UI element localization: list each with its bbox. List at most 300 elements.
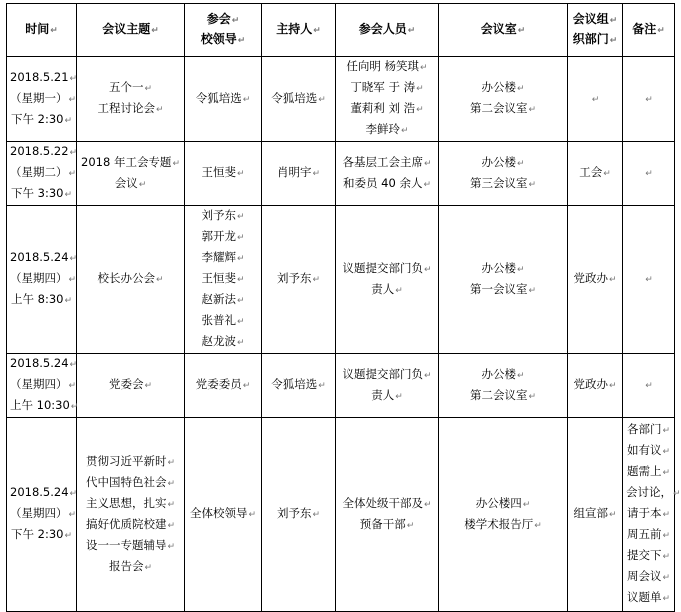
cell-dept [568, 142, 623, 206]
paragraph-mark-icon: ↵ [662, 573, 671, 583]
cell-line [188, 504, 258, 525]
cell-text: 报告会 [108, 558, 144, 573]
paragraph-mark-icon: ↵ [69, 489, 78, 499]
paragraph-mark-icon: ↵ [68, 275, 77, 285]
cell-time [7, 354, 77, 418]
cell-line [188, 206, 258, 227]
cell-text: （星期二） [10, 165, 68, 179]
cell-line [265, 269, 332, 290]
cell-line [339, 365, 435, 386]
cell-line [339, 99, 435, 120]
paragraph-mark-icon: ↵ [64, 190, 73, 200]
cell-line [339, 494, 435, 515]
paragraph-mark-icon: ↵ [416, 84, 424, 94]
paragraph-mark-icon: ↵ [423, 499, 432, 510]
paragraph-mark-icon: ↵ [406, 520, 415, 531]
cell-line [339, 174, 435, 195]
cell-time [7, 142, 77, 206]
cell-text: 赵龙波 [201, 334, 236, 348]
paragraph-mark-icon: ↵ [312, 510, 321, 520]
cell-text: 会议组 [572, 12, 609, 26]
cell-line [80, 269, 181, 290]
cell-line [188, 332, 258, 353]
cell-text: 题需上 [626, 464, 662, 478]
cell-text: 2018.5.22 [10, 144, 69, 158]
header-note [623, 4, 675, 57]
cell-line [80, 536, 181, 557]
paragraph-mark-icon: ↵ [528, 391, 537, 402]
paragraph-mark-icon: ↵ [167, 520, 176, 531]
paragraph-mark-icon: ↵ [68, 381, 77, 391]
cell-text: 楼学术报告厅 [464, 516, 534, 531]
paragraph-mark-icon: ↵ [645, 381, 653, 391]
cell-text: 会议 [114, 175, 138, 190]
paragraph-mark-icon: ↵ [312, 275, 321, 285]
cell-text: 郭开龙 [201, 229, 236, 243]
cell-line [265, 375, 332, 396]
cell-host [262, 57, 336, 142]
cell-text: 李耀辉 [201, 250, 236, 264]
cell-line [80, 174, 181, 195]
cell-topic [77, 206, 185, 354]
cell-text: 2018.5.24 [10, 250, 69, 264]
schedule-body [7, 57, 681, 612]
cell-text: 全体处级干部及 [342, 495, 423, 510]
cell-line [571, 504, 619, 525]
cell-line [188, 311, 258, 332]
table-row [7, 206, 675, 354]
cell-line [10, 142, 78, 163]
paragraph-mark-icon: ↵ [416, 105, 424, 115]
cell-dept [568, 57, 623, 142]
cell-host [262, 418, 336, 612]
cell-line [626, 20, 671, 40]
paragraph-mark-icon: ↵ [423, 264, 432, 275]
cell-text: 责人 [371, 387, 395, 402]
cell-line [80, 494, 181, 515]
paragraph-mark-icon: ↵ [516, 370, 525, 381]
paragraph-mark-icon: ↵ [608, 275, 617, 285]
cell-line [626, 462, 671, 483]
cell-text: 董莉利 刘 浩 [350, 101, 416, 115]
cell-line [80, 515, 181, 536]
paragraph-mark-icon: ↵ [591, 94, 600, 105]
paragraph-mark-icon: ↵ [662, 447, 671, 457]
cell-line [188, 375, 258, 396]
cell-text: 下午 2:30 [10, 111, 64, 126]
paragraph-mark-icon: ↵ [242, 381, 251, 391]
cell-line [339, 515, 435, 536]
paragraph-mark-icon: ↵ [167, 457, 176, 468]
cell-text: 赵新法 [201, 292, 236, 306]
cell-topic [77, 354, 185, 418]
cell-line [10, 290, 73, 311]
cell-text: 责人 [371, 281, 395, 296]
cell-dept [568, 206, 623, 354]
cell-line [188, 227, 258, 248]
cell-text: 预备干部 [359, 516, 406, 531]
paragraph-mark-icon: ↵ [395, 391, 403, 402]
cell-line [339, 57, 435, 78]
cell-line [571, 30, 619, 50]
cell-line [265, 20, 332, 40]
paragraph-mark-icon: ↵ [138, 179, 147, 190]
cell-line [571, 10, 619, 30]
paragraph-mark-icon: ↵ [64, 296, 73, 306]
cell-line [188, 248, 258, 269]
cell-text: 时间 [25, 22, 50, 36]
cell-host [262, 142, 336, 206]
cell-text: 全体校领导 [189, 506, 248, 520]
cell-line [442, 20, 564, 40]
cell-text: 2018.5.21 [10, 69, 69, 84]
paragraph-mark-icon: ↵ [236, 275, 245, 285]
header-time [7, 4, 77, 57]
cell-line [188, 163, 258, 184]
paragraph-mark-icon: ↵ [167, 541, 176, 552]
cell-text: 党政办 [573, 271, 608, 285]
paragraph-mark-icon: ↵ [318, 381, 326, 391]
header-leader [185, 4, 262, 57]
cell-leader [185, 57, 262, 142]
cell-leader [185, 354, 262, 418]
cell-line [571, 269, 619, 290]
cell-text: 工会 [579, 165, 603, 179]
cell-line [626, 163, 671, 184]
cell-text: 提交下 [626, 548, 662, 562]
header-topic [77, 4, 185, 57]
cell-text: 请于本 [626, 506, 662, 520]
cell-leader [185, 142, 262, 206]
cell-text: 织部门 [572, 32, 609, 46]
paragraph-mark-icon: ↵ [673, 489, 681, 499]
paragraph-mark-icon: ↵ [645, 169, 653, 179]
cell-text: 如有议 [626, 443, 662, 457]
cell-text: 2018.5.24 [10, 356, 69, 370]
meeting-schedule-table [6, 3, 681, 612]
paragraph-mark-icon: ↵ [70, 402, 79, 412]
cell-line [188, 269, 258, 290]
cell-text: 张普礼 [201, 313, 236, 327]
cell-text: （星期一） [10, 90, 68, 105]
cell-note [623, 206, 675, 354]
cell-text: 令狐培选 [195, 90, 242, 105]
paragraph-mark-icon: ↵ [516, 264, 525, 275]
cell-line [571, 89, 619, 110]
cell-text: 任向明 杨笑琪 [346, 59, 420, 73]
paragraph-mark-icon: ↵ [662, 594, 671, 604]
cell-line [626, 420, 671, 441]
paragraph-mark-icon: ↵ [407, 26, 416, 36]
header-row [7, 4, 675, 57]
cell-text: 上午 10:30 [10, 398, 70, 412]
cell-text: 办公楼 [481, 260, 516, 275]
cell-text: 办公楼四 [475, 495, 522, 510]
cell-line [10, 184, 73, 205]
cell-text: 各基层工会主席 [342, 154, 423, 169]
cell-text: 2018.5.24 [10, 485, 69, 499]
cell-text: 主义思想，扎实 [85, 495, 167, 510]
paragraph-mark-icon: ↵ [69, 254, 78, 264]
cell-text: 议题提交部门负 [342, 260, 423, 275]
cell-room [439, 142, 568, 206]
cell-line [10, 504, 77, 525]
paragraph-mark-icon: ↵ [662, 531, 671, 541]
cell-text: （星期四） [10, 506, 68, 520]
cell-room [439, 354, 568, 418]
cell-line [80, 78, 181, 99]
cell-dept [568, 418, 623, 612]
cell-attendees [336, 418, 439, 612]
cell-line [10, 248, 78, 269]
cell-line [80, 452, 181, 473]
paragraph-mark-icon: ↵ [236, 169, 245, 179]
paragraph-mark-icon: ↵ [528, 179, 537, 190]
paragraph-mark-icon: ↵ [603, 169, 611, 179]
cell-line [442, 78, 564, 99]
cell-line [571, 375, 619, 396]
cell-text: 议题提交部门负 [342, 366, 423, 381]
paragraph-mark-icon: ↵ [662, 468, 671, 478]
cell-text: 会讨论， [626, 485, 672, 499]
cell-text: 和委员 40 余人 [343, 175, 423, 190]
cell-text: 党委会 [108, 377, 144, 391]
paragraph-mark-icon: ↵ [155, 105, 164, 115]
cell-line [442, 280, 564, 301]
paragraph-mark-icon: ↵ [522, 499, 531, 510]
cell-topic [77, 418, 185, 612]
paragraph-mark-icon: ↵ [517, 26, 526, 36]
cell-topic [77, 142, 185, 206]
paragraph-mark-icon: ↵ [68, 169, 77, 179]
cell-line [188, 89, 258, 110]
cell-note [623, 57, 675, 142]
paragraph-mark-icon: ↵ [645, 94, 653, 105]
cell-line [80, 473, 181, 494]
paragraph-mark-icon: ↵ [50, 26, 58, 36]
cell-text: 第二会议室 [469, 101, 528, 115]
paragraph-mark-icon: ↵ [609, 16, 618, 26]
cell-text: 组宣部 [573, 506, 608, 520]
cell-line [339, 280, 435, 301]
paragraph-mark-icon: ↵ [236, 233, 245, 243]
paragraph-mark-icon: ↵ [312, 169, 321, 179]
paragraph-mark-icon: ↵ [236, 254, 245, 264]
cell-line [442, 494, 564, 515]
cell-line [442, 259, 564, 280]
cell-line [626, 567, 671, 588]
paragraph-mark-icon: ↵ [64, 115, 73, 126]
cell-line [626, 375, 671, 396]
cell-line [10, 483, 78, 504]
cell-line [339, 120, 435, 141]
paragraph-mark-icon: ↵ [395, 285, 403, 296]
cell-line [626, 546, 671, 567]
paragraph-mark-icon: ↵ [528, 105, 537, 115]
paragraph-mark-icon: ↵ [516, 84, 525, 94]
cell-line [626, 525, 671, 546]
paragraph-mark-icon: ↵ [144, 84, 153, 94]
cell-line [10, 375, 77, 396]
cell-line [265, 89, 332, 110]
paragraph-mark-icon: ↵ [236, 296, 245, 306]
cell-text: 参会人员 [358, 22, 407, 36]
cell-time [7, 418, 77, 612]
cell-line [442, 386, 564, 407]
cell-text: 令狐培选 [271, 377, 318, 391]
cell-line [339, 78, 435, 99]
paragraph-mark-icon: ↵ [662, 510, 671, 520]
paragraph-mark-icon: ↵ [237, 36, 246, 46]
paragraph-mark-icon: ↵ [64, 531, 73, 541]
cell-text: 贯彻习近平新时 [85, 453, 167, 468]
cell-text: 各部门 [626, 422, 662, 436]
paragraph-mark-icon: ↵ [151, 26, 159, 36]
paragraph-mark-icon: ↵ [662, 552, 671, 562]
paragraph-mark-icon: ↵ [242, 94, 251, 105]
cell-line [626, 269, 671, 290]
cell-text: 上午 8:30 [10, 292, 64, 306]
cell-attendees [336, 354, 439, 418]
paragraph-mark-icon: ↵ [516, 158, 525, 169]
cell-line [10, 525, 73, 546]
paragraph-mark-icon: ↵ [172, 158, 180, 169]
cell-host [262, 206, 336, 354]
cell-text: 下午 2:30 [10, 527, 64, 541]
cell-text: 刘予东 [276, 271, 312, 285]
paragraph-mark-icon: ↵ [144, 562, 153, 573]
paragraph-mark-icon: ↵ [423, 370, 432, 381]
paragraph-mark-icon: ↵ [657, 26, 665, 36]
header-host [262, 4, 336, 57]
cell-line [626, 89, 671, 110]
cell-text: 周五前 [626, 527, 662, 541]
cell-host [262, 354, 336, 418]
cell-line [10, 20, 73, 40]
paragraph-mark-icon: ↵ [645, 275, 653, 285]
cell-line [339, 153, 435, 174]
cell-text: 代中国特色社会 [85, 474, 167, 489]
cell-line [442, 515, 564, 536]
cell-line [626, 588, 671, 609]
cell-text: 王恒斐 [201, 271, 236, 285]
cell-line [10, 163, 77, 184]
paragraph-mark-icon: ↵ [534, 520, 542, 531]
cell-line [265, 163, 332, 184]
cell-text: 丁晓军 于 涛 [350, 80, 416, 94]
cell-text: 会议室 [480, 22, 517, 36]
paragraph-mark-icon: ↵ [400, 126, 409, 136]
cell-time [7, 206, 77, 354]
paragraph-mark-icon: ↵ [167, 478, 176, 489]
cell-line [80, 99, 181, 120]
cell-line [339, 386, 435, 407]
cell-line [626, 504, 671, 525]
cell-line [626, 483, 681, 504]
cell-line [80, 20, 181, 40]
cell-line [442, 99, 564, 120]
paragraph-mark-icon: ↵ [662, 426, 671, 436]
cell-text: 王恒斐 [201, 165, 236, 179]
paragraph-mark-icon: ↵ [236, 317, 245, 327]
cell-line [571, 163, 619, 184]
cell-leader [185, 206, 262, 354]
cell-line [80, 375, 181, 396]
cell-line [10, 354, 78, 375]
cell-attendees [336, 57, 439, 142]
cell-text: 2018 年工会专题 [81, 154, 172, 169]
cell-room [439, 57, 568, 142]
header-attendees [336, 4, 439, 57]
cell-topic [77, 57, 185, 142]
cell-text: 下午 3:30 [10, 186, 64, 200]
paragraph-mark-icon: ↵ [528, 285, 537, 296]
table-row [7, 142, 675, 206]
cell-text: 办公楼 [481, 366, 516, 381]
cell-line [10, 110, 73, 131]
paragraph-mark-icon: ↵ [167, 499, 176, 510]
cell-text: （星期四） [10, 377, 68, 391]
cell-line [10, 89, 77, 110]
header-dept [568, 4, 623, 57]
paragraph-mark-icon: ↵ [248, 510, 257, 520]
paragraph-mark-icon: ↵ [69, 73, 78, 84]
cell-line [442, 174, 564, 195]
cell-text: 五个一 [108, 80, 144, 94]
header-room [439, 4, 568, 57]
cell-text: 工程讨论会 [97, 101, 155, 115]
cell-attendees [336, 206, 439, 354]
cell-text: 李鲜玲 [365, 122, 400, 136]
paragraph-mark-icon: ↵ [68, 510, 77, 520]
table-row [7, 57, 675, 142]
paragraph-mark-icon: ↵ [420, 63, 428, 73]
cell-text: 刘予东 [276, 506, 312, 520]
cell-line [10, 68, 78, 89]
cell-note [623, 142, 675, 206]
cell-line [10, 396, 79, 417]
cell-text: 搞好优质院校建 [85, 516, 167, 531]
cell-line [626, 441, 671, 462]
cell-room [439, 206, 568, 354]
paragraph-mark-icon: ↵ [144, 381, 153, 391]
cell-text: 议题单 [626, 590, 662, 604]
cell-line [80, 557, 181, 578]
cell-text: 参会 [206, 12, 231, 26]
cell-text: 刘予东 [201, 208, 236, 222]
paragraph-mark-icon: ↵ [313, 26, 321, 36]
table-row [7, 354, 675, 418]
cell-text: 办公楼 [481, 154, 516, 169]
cell-text: 党政办 [573, 377, 608, 391]
cell-text: 会议主题 [102, 22, 151, 36]
paragraph-mark-icon: ↵ [69, 360, 78, 370]
cell-note [623, 354, 675, 418]
cell-text: 办公楼 [481, 80, 516, 94]
paragraph-mark-icon: ↵ [236, 212, 245, 222]
paragraph-mark-icon: ↵ [68, 94, 77, 105]
cell-line [188, 290, 258, 311]
cell-text: 设一一专题辅导 [85, 537, 167, 552]
cell-text: 第三会议室 [469, 175, 528, 190]
cell-line [442, 153, 564, 174]
cell-text: 校长办公会 [97, 271, 155, 285]
cell-text: 第二会议室 [469, 387, 528, 402]
cell-text: （星期四） [10, 271, 68, 285]
cell-dept [568, 354, 623, 418]
cell-text: 党委委员 [195, 377, 242, 391]
paragraph-mark-icon: ↵ [69, 148, 78, 158]
